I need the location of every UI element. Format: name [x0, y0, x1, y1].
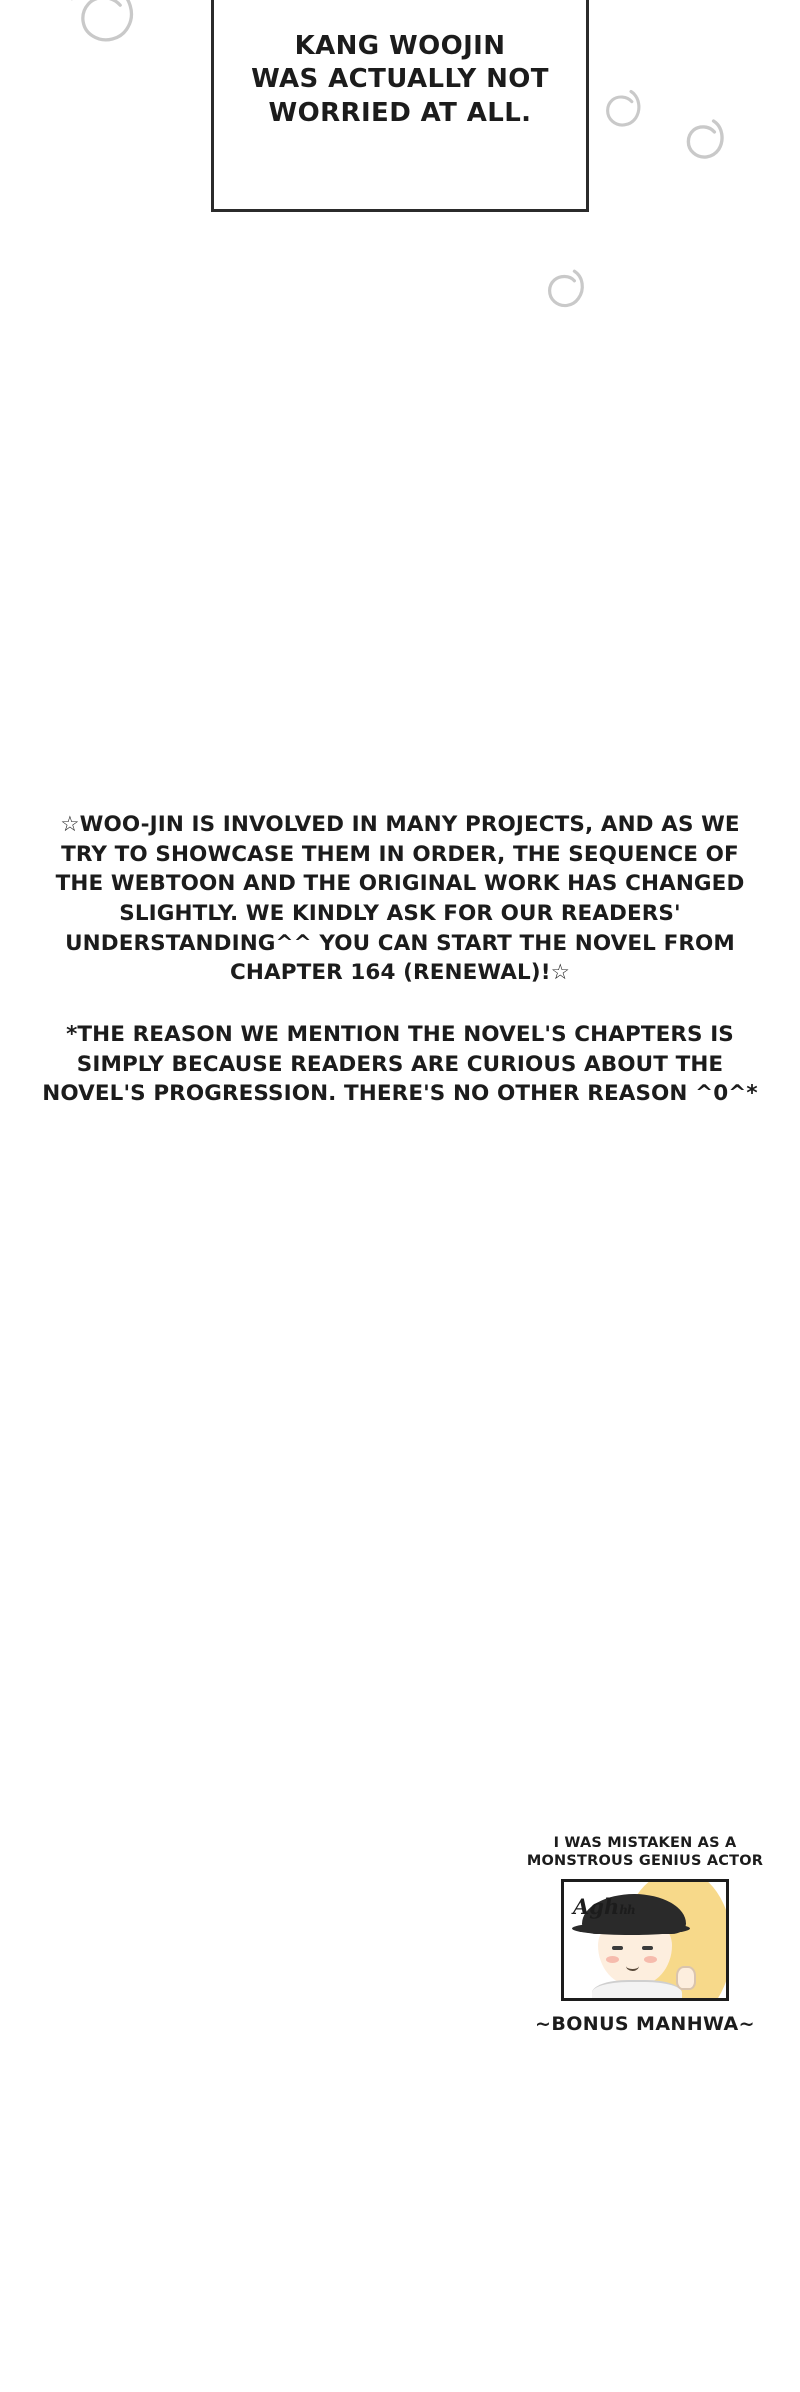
bonus-caption: ~BONUS MANHWA~ — [535, 2013, 755, 2036]
sound-effect-main: Agh — [573, 1894, 620, 1920]
spiral-swirl-icon — [528, 252, 608, 332]
spiral-swirl-icon — [585, 72, 663, 150]
author-note-paragraph-1: ☆WOO-JIN IS INVOLVED IN MANY PROJECTS, AND AS WE TRY TO SHOWCASE THEM IN ORDER, THE SEQUENCE OF THE WEBTOON AND THE ORIGINAL WORK HAS CHANGED SLIGHTLY. WE KINDLY ASK FOR OUR READERS' UNDERSTANDING^^ YOU CAN START THE NOVEL FROM CHAPTER 164 (RENEWAL)!☆ — [55, 812, 745, 986]
author-note-block — [40, 810, 760, 1109]
speech-line-1: KANG WOOJIN — [294, 31, 506, 61]
sound-effect-tail: hh — [619, 1903, 635, 1918]
bonus-title-line-1: I WAS MISTAKEN AS A — [553, 1835, 737, 1851]
character-eye-left — [612, 1946, 623, 1950]
bonus-manhwa-teaser[interactable] — [520, 1835, 770, 2035]
speech-line-3: WORRIED AT ALL. — [268, 97, 532, 128]
speech-bubble-text — [211, 30, 589, 130]
spiral-swirl-icon — [52, 0, 162, 80]
bonus-title — [520, 1835, 770, 1870]
spiral-swirl-icon — [664, 100, 748, 184]
bonus-title-line-2: MONSTROUS GENIUS ACTOR — [526, 1852, 764, 1869]
character-eye-right — [642, 1946, 653, 1950]
author-note-paragraph-2: *THE REASON WE MENTION THE NOVEL'S CHAPTERS IS SIMPLY BECAUSE READERS ARE CURIOUS ABOUT THE NOVEL'S PROGRESSION. THERE'S NO OTHER REASON ^0^* — [42, 1021, 758, 1107]
character-body — [592, 1980, 682, 2001]
bonus-thumbnail[interactable] — [561, 1879, 729, 2001]
sound-effect-text — [573, 1894, 635, 1919]
character-hand — [676, 1966, 696, 1990]
speech-line-2: WAS ACTUALLY NOT — [251, 64, 549, 95]
